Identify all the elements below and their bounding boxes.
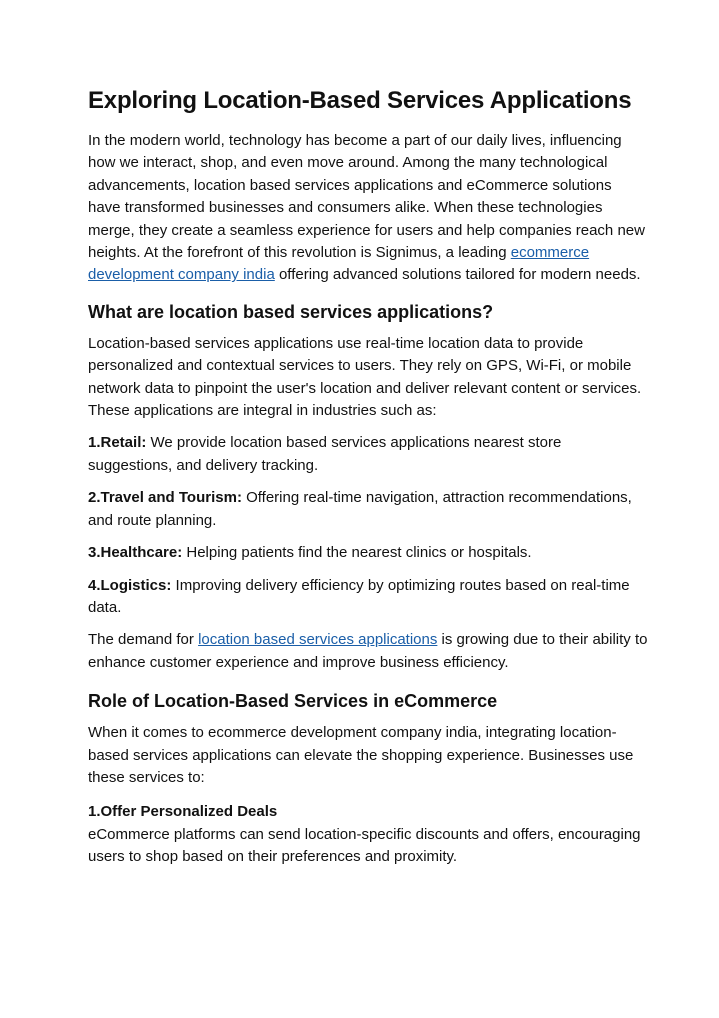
list-item-label: 3.Healthcare: xyxy=(88,544,183,562)
list-item-text: We provide location based services applications nearest store suggestions, and delivery tracking. xyxy=(88,434,562,474)
list-item-text: Improving delivery efficiency by optimizing routes based on real-time data. xyxy=(88,576,630,616)
section2-paragraph: When it comes to ecommerce development company india, integrating location-based services applications can elevate the shopping experience. Businesses use these services to: xyxy=(88,724,634,786)
section-heading-what-are-lbs: What are location based services applications? xyxy=(88,301,494,322)
document-page xyxy=(88,84,648,879)
subsection-heading: 1.Offer Personalized Deals xyxy=(88,803,278,821)
list-item-travel xyxy=(88,487,648,532)
section1-paragraph: Location-based services applications use real-time location data to provide personalized and contextual services to users. They rely on GPS, Wi-Fi, or mobile network data to pinpoint the user's location and deliver relevant content or services. These applications are integral in industries such as: xyxy=(88,334,642,420)
list-item-text: Offering real-time navigation, attraction recommendations, and route planning. xyxy=(88,489,632,529)
section1-closing-paragraph xyxy=(88,629,648,674)
subsection-personalized-deals xyxy=(88,801,648,868)
intro-text-before: In the modern world, technology has become a part of our daily lives, influencing how we interact, shop, and even move around. Among the many technological advancements, location based services applications and eCommerce solutions have transformed businesses and consumers alike. When these technologies merge, they create a seamless experience for users and help companies reach new heights. At the forefront of this revolution is Signimus, a leading xyxy=(88,132,645,262)
list-item-label: 4.Logistics: xyxy=(88,576,172,594)
closing-text-before: The demand for xyxy=(88,631,199,649)
subsection-text: eCommerce platforms can send location-specific discounts and offers, encouraging users to shop based on their preferences and proximity. xyxy=(88,825,641,866)
list-item-label: 1.Retail: xyxy=(88,434,147,452)
ecommerce-company-link[interactable]: ecommerce development company india xyxy=(88,244,590,284)
intro-paragraph xyxy=(88,130,648,287)
intro-text-after: offering advanced solutions tailored for modern needs. xyxy=(274,266,641,284)
page-title: Exploring Location-Based Services Applications xyxy=(88,87,632,114)
list-item-logistics xyxy=(88,575,648,620)
list-item-label: 2.Travel and Tourism: xyxy=(88,489,242,507)
list-item-healthcare xyxy=(88,542,648,564)
lbs-applications-link[interactable]: location based services applications xyxy=(198,631,438,649)
section-heading-role-in-ecommerce: Role of Location-Based Services in eCommerce xyxy=(88,691,498,712)
list-item-retail xyxy=(88,432,648,477)
closing-text-after: is growing due to their ability to enhance customer experience and improve business efficiency. xyxy=(88,631,648,671)
list-item-text: Helping patients find the nearest clinics or hospitals. xyxy=(182,544,532,562)
